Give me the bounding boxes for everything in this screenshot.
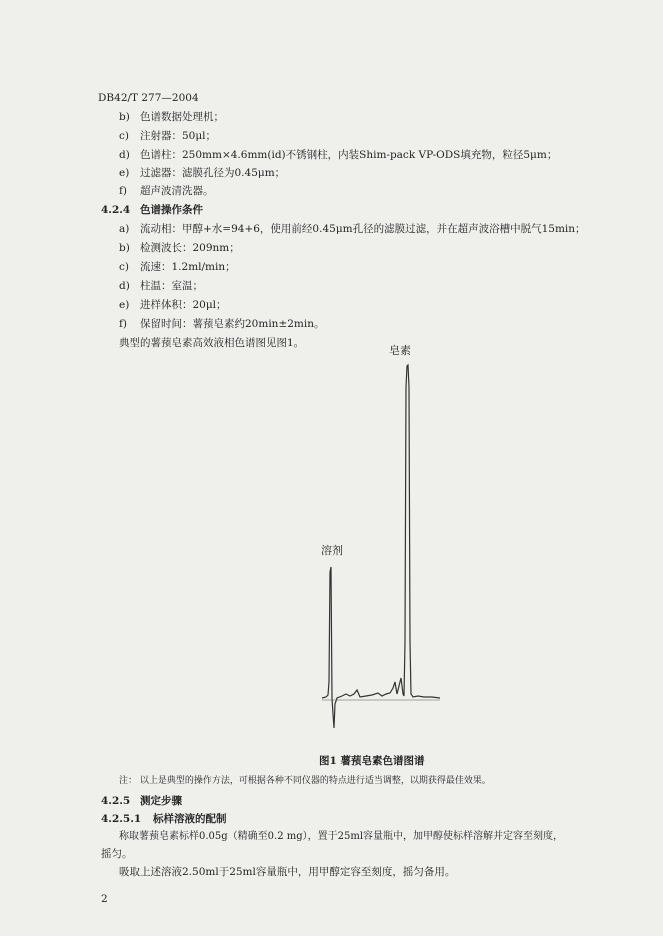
- subsection-number: 4.2.5.1: [101, 813, 142, 825]
- list-item-marker: f): [119, 185, 127, 197]
- list-item-text: 进样体积：20μl；: [140, 299, 227, 311]
- list-item-text: 检测波长：209nm；: [140, 242, 240, 254]
- chromatogram-plot: [300, 342, 450, 752]
- section-number: 4.2.4: [101, 204, 131, 216]
- list-item-text: 超声波清洗器。: [140, 185, 214, 197]
- section-number: 4.2.5: [101, 795, 131, 807]
- figure-note: 注： 以上是典型的操作方法，可根据各种不同仪器的特点进行适当调整，以期获得最佳效果。: [119, 776, 491, 786]
- figure-caption: 图1 薯蓣皂素色谱图谱: [319, 755, 425, 767]
- list-item-text: 注射器：50μl；: [140, 130, 217, 142]
- list-item-marker: d): [119, 149, 130, 161]
- list-item-marker: f): [119, 318, 127, 330]
- list-item-marker: e): [119, 299, 130, 311]
- list-item-text: 流速：1.2ml/min；: [140, 261, 236, 273]
- list-item-text: 色谱数据处理机；: [140, 111, 224, 123]
- paragraph: 典型的薯蓣皂素高效液相色谱图见图1。: [119, 337, 305, 349]
- list-item-marker: e): [119, 167, 130, 179]
- chromatogram-figure: [300, 342, 450, 752]
- solvent-peak-label: 溶剂: [321, 544, 343, 557]
- paragraph: 吸取上述溶液2.50ml于25ml容量瓶中，用甲醇定容至刻度，摇匀备用。: [119, 866, 456, 878]
- section-heading: 色谱操作条件: [140, 204, 203, 216]
- list-item-marker: b): [119, 111, 130, 123]
- standard-code: DB42/T 277—2004: [98, 92, 199, 104]
- paragraph-line: 摇匀。: [101, 848, 133, 860]
- list-item-text: 柱温：室温；: [140, 280, 203, 292]
- subsection-heading: 标样溶液的配制: [153, 813, 227, 825]
- list-item-marker: a): [119, 223, 130, 235]
- list-item-text: 流动相：甲醇+水=94+6，使用前经0.45μm孔径的滤膜过滤，并在超声波浴槽中脱气15min；: [140, 223, 586, 235]
- list-item-marker: d): [119, 280, 130, 292]
- list-item-text: 过滤器：滤膜孔径为0.45μm；: [140, 167, 286, 179]
- section-heading: 测定步骤: [140, 795, 182, 807]
- list-item-marker: c): [119, 130, 129, 142]
- list-item-marker: c): [119, 261, 129, 273]
- paragraph-line: 称取薯蓣皂素标样0.05g（精确至0.2 mg），置于25ml容量瓶中，加甲醇使标样溶解并定容至刻度，: [119, 831, 564, 842]
- page-number: 2: [101, 893, 108, 905]
- list-item-marker: b): [119, 242, 130, 254]
- list-item-text: 保留时间：薯蓣皂素约20min±2min。: [140, 318, 325, 330]
- list-item-text: 色谱柱：250mm×4.6mm(id)不锈钢柱，内装Shim-pack VP-ODS填充物，粒径5μm；: [140, 149, 558, 161]
- main-peak-label: 皂素: [389, 344, 411, 357]
